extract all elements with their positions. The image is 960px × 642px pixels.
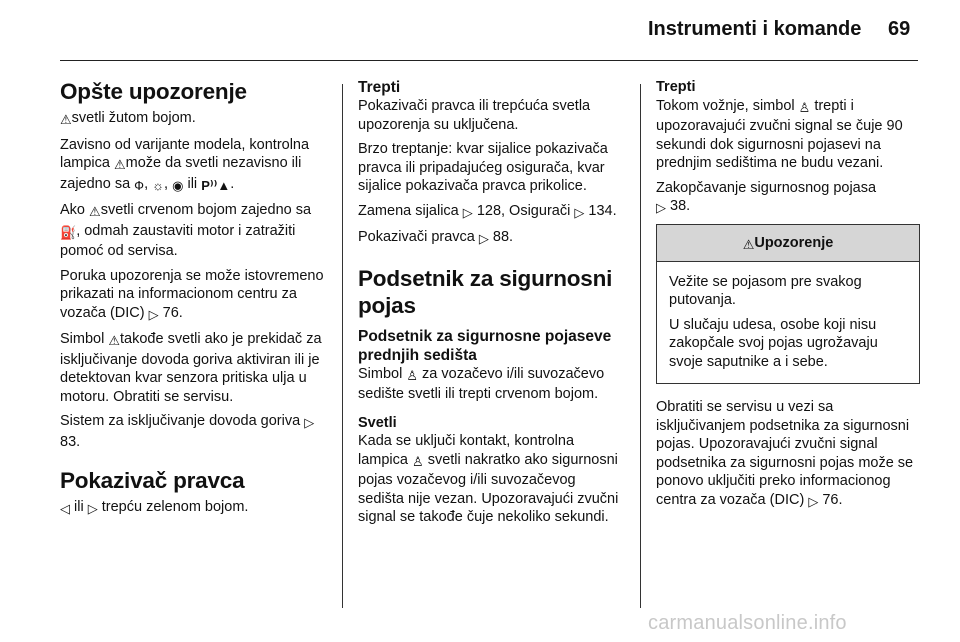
seatbelt-icon: ♙ — [406, 367, 419, 383]
warning-box-body — [657, 262, 919, 384]
column-3 — [656, 78, 920, 517]
warning-triangle-icon: ⚠ — [108, 333, 121, 348]
reference-arrow-icon: ▷ — [304, 415, 315, 430]
warning-box-header: ⚠Upozorenje — [657, 225, 919, 262]
reference-arrow-icon: ▷ — [478, 231, 489, 246]
right-arrow-icon: ▷ — [87, 501, 98, 516]
heading-seatbelt-reminder: Podsetnik za sigurnosni pojas — [358, 265, 613, 318]
paragraph: Ako ⚠svetli crvenom bojom zajedno sa ⛽, odmah zaustaviti motor i zatražiti pomoć od servisa. — [60, 202, 312, 259]
subheading-front-seatbelt: Podsetnik za sigurnosne pojaseve prednjih sedišta — [358, 327, 612, 364]
paragraph: Zakopčavanje sigurnosnog pojasa ▷ 38. — [656, 179, 920, 218]
page-header — [0, 0, 960, 60]
reference-arrow-icon: ▷ — [808, 493, 819, 509]
oil-can-icon: ⛽ — [60, 224, 77, 240]
page-number: 69 — [888, 18, 911, 40]
paragraph: Pokazivači pravca ili trepćuća svetla upozorenja su uključena. — [358, 98, 591, 133]
paragraph: Sistem za isključivanje dovoda goriva ▷ 83. — [60, 413, 315, 450]
heading-blinks: Trepti — [358, 79, 401, 96]
left-arrow-icon: ◁ — [60, 501, 70, 516]
paragraph: U slučaju udesa, osobe koji nisu zakopčale svoj pojas ugrožavaju svoje saputnike a i sebe. — [669, 316, 878, 370]
column-2 — [358, 78, 622, 533]
column-divider — [342, 84, 343, 608]
warning-triangle-icon: ⚠ — [742, 236, 755, 252]
reference-arrow-icon: ▷ — [462, 204, 473, 220]
heading-lit: Svetli — [358, 414, 397, 431]
header-rule — [60, 60, 918, 61]
watermark: carmanualsonline.info — [648, 612, 847, 634]
heading-general-warning: Opšte upozorenje — [60, 79, 247, 104]
paragraph: Zamena sijalica ▷ 128, Osigurači ▷ 134. — [358, 202, 622, 223]
paragraph: Poruka upozorenja se može istovremeno prikazati na informacionom centru za vozača (DIC) ▷ 76. — [60, 267, 330, 325]
parking-sensor-icon: P⁾⁾▲ — [201, 177, 231, 193]
paragraph: Obratiti se servisu u vezi sa isključivanjem podsetnika za sigurnosni pojas. Upozoravajući zvučni signal podsetnika za sigurnosni pojas može se ponovo uključiti preko informacionog centra za vozača (DIC) ▷ 76. — [656, 398, 920, 511]
reference-arrow-icon: ▷ — [656, 200, 666, 215]
reference-arrow-icon: ▷ — [574, 204, 585, 220]
warning-triangle-icon: ⚠ — [89, 204, 101, 219]
paragraph: Simbol ♙ za vozačevo i/ili suvozačevo sedište svetli ili trepti crvenom bojom. — [358, 365, 605, 402]
warning-box — [656, 224, 920, 385]
heading-blinks: Trepti — [656, 79, 696, 95]
paragraph: Tokom vožnje, simbol ♙ trepti i upozoravajući zvučni signal se čuje 90 sekundi dok sigurnosni pojasevi na prednjim sedištima ne budu vezani. — [656, 97, 903, 171]
engine-icon: Ф — [134, 177, 145, 193]
paragraph: Simbol ⚠takođe svetli ako je prekidač za isključivanje dovoda goriva aktiviran ili je detektovan kvar senzora pritiska ulja u motoru. Obratiti se servisu. — [60, 331, 322, 405]
paragraph: Vežite se pojasom pre svakog putovanja. — [669, 273, 862, 308]
paragraph: ⚠svetli žutom bojom. — [60, 109, 330, 130]
paragraph: Kada se uključi kontakt, kontrolna lampica ♙ svetli nakratko ako sigurnosni pojas vozačevog i/ili suvozačevog sedišta nije vezan. Upozoravajući zvučni signal se takođe čuje nekoliko sekundi. — [358, 433, 619, 525]
paragraph: Brzo treptanje: kvar sijalice pokazivača pravca ili pripadajućeg osigurača, kvar sijalice pokazivača pravca prikolice. — [358, 141, 608, 194]
paragraph: ◁ ili ▷ trepću zelenom bojom. — [60, 498, 330, 519]
seatbelt-icon: ♙ — [412, 453, 424, 469]
paragraph: Zavisno od varijante modela, kontrolna lampica ⚠može da svetli nezavisno ili zajedno sa Ф, ☼, ◉ ili P⁾⁾▲. — [60, 136, 330, 196]
warning-triangle-icon: ⚠ — [60, 112, 72, 127]
reference-arrow-icon: ▷ — [148, 306, 159, 322]
warning-triangle-icon: ⚠ — [114, 157, 126, 172]
brake-icon: ◉ — [172, 177, 184, 193]
paragraph: Pokazivači pravca ▷ 88. — [358, 228, 622, 249]
column-divider — [640, 84, 641, 608]
light-icon: ☼ — [152, 177, 165, 193]
heading-turn-signal: Pokazivač pravca — [60, 468, 245, 493]
header-title: Instrumenti i komande — [648, 18, 862, 40]
column-1 — [60, 78, 330, 525]
seatbelt-icon: ♙ — [798, 99, 811, 115]
